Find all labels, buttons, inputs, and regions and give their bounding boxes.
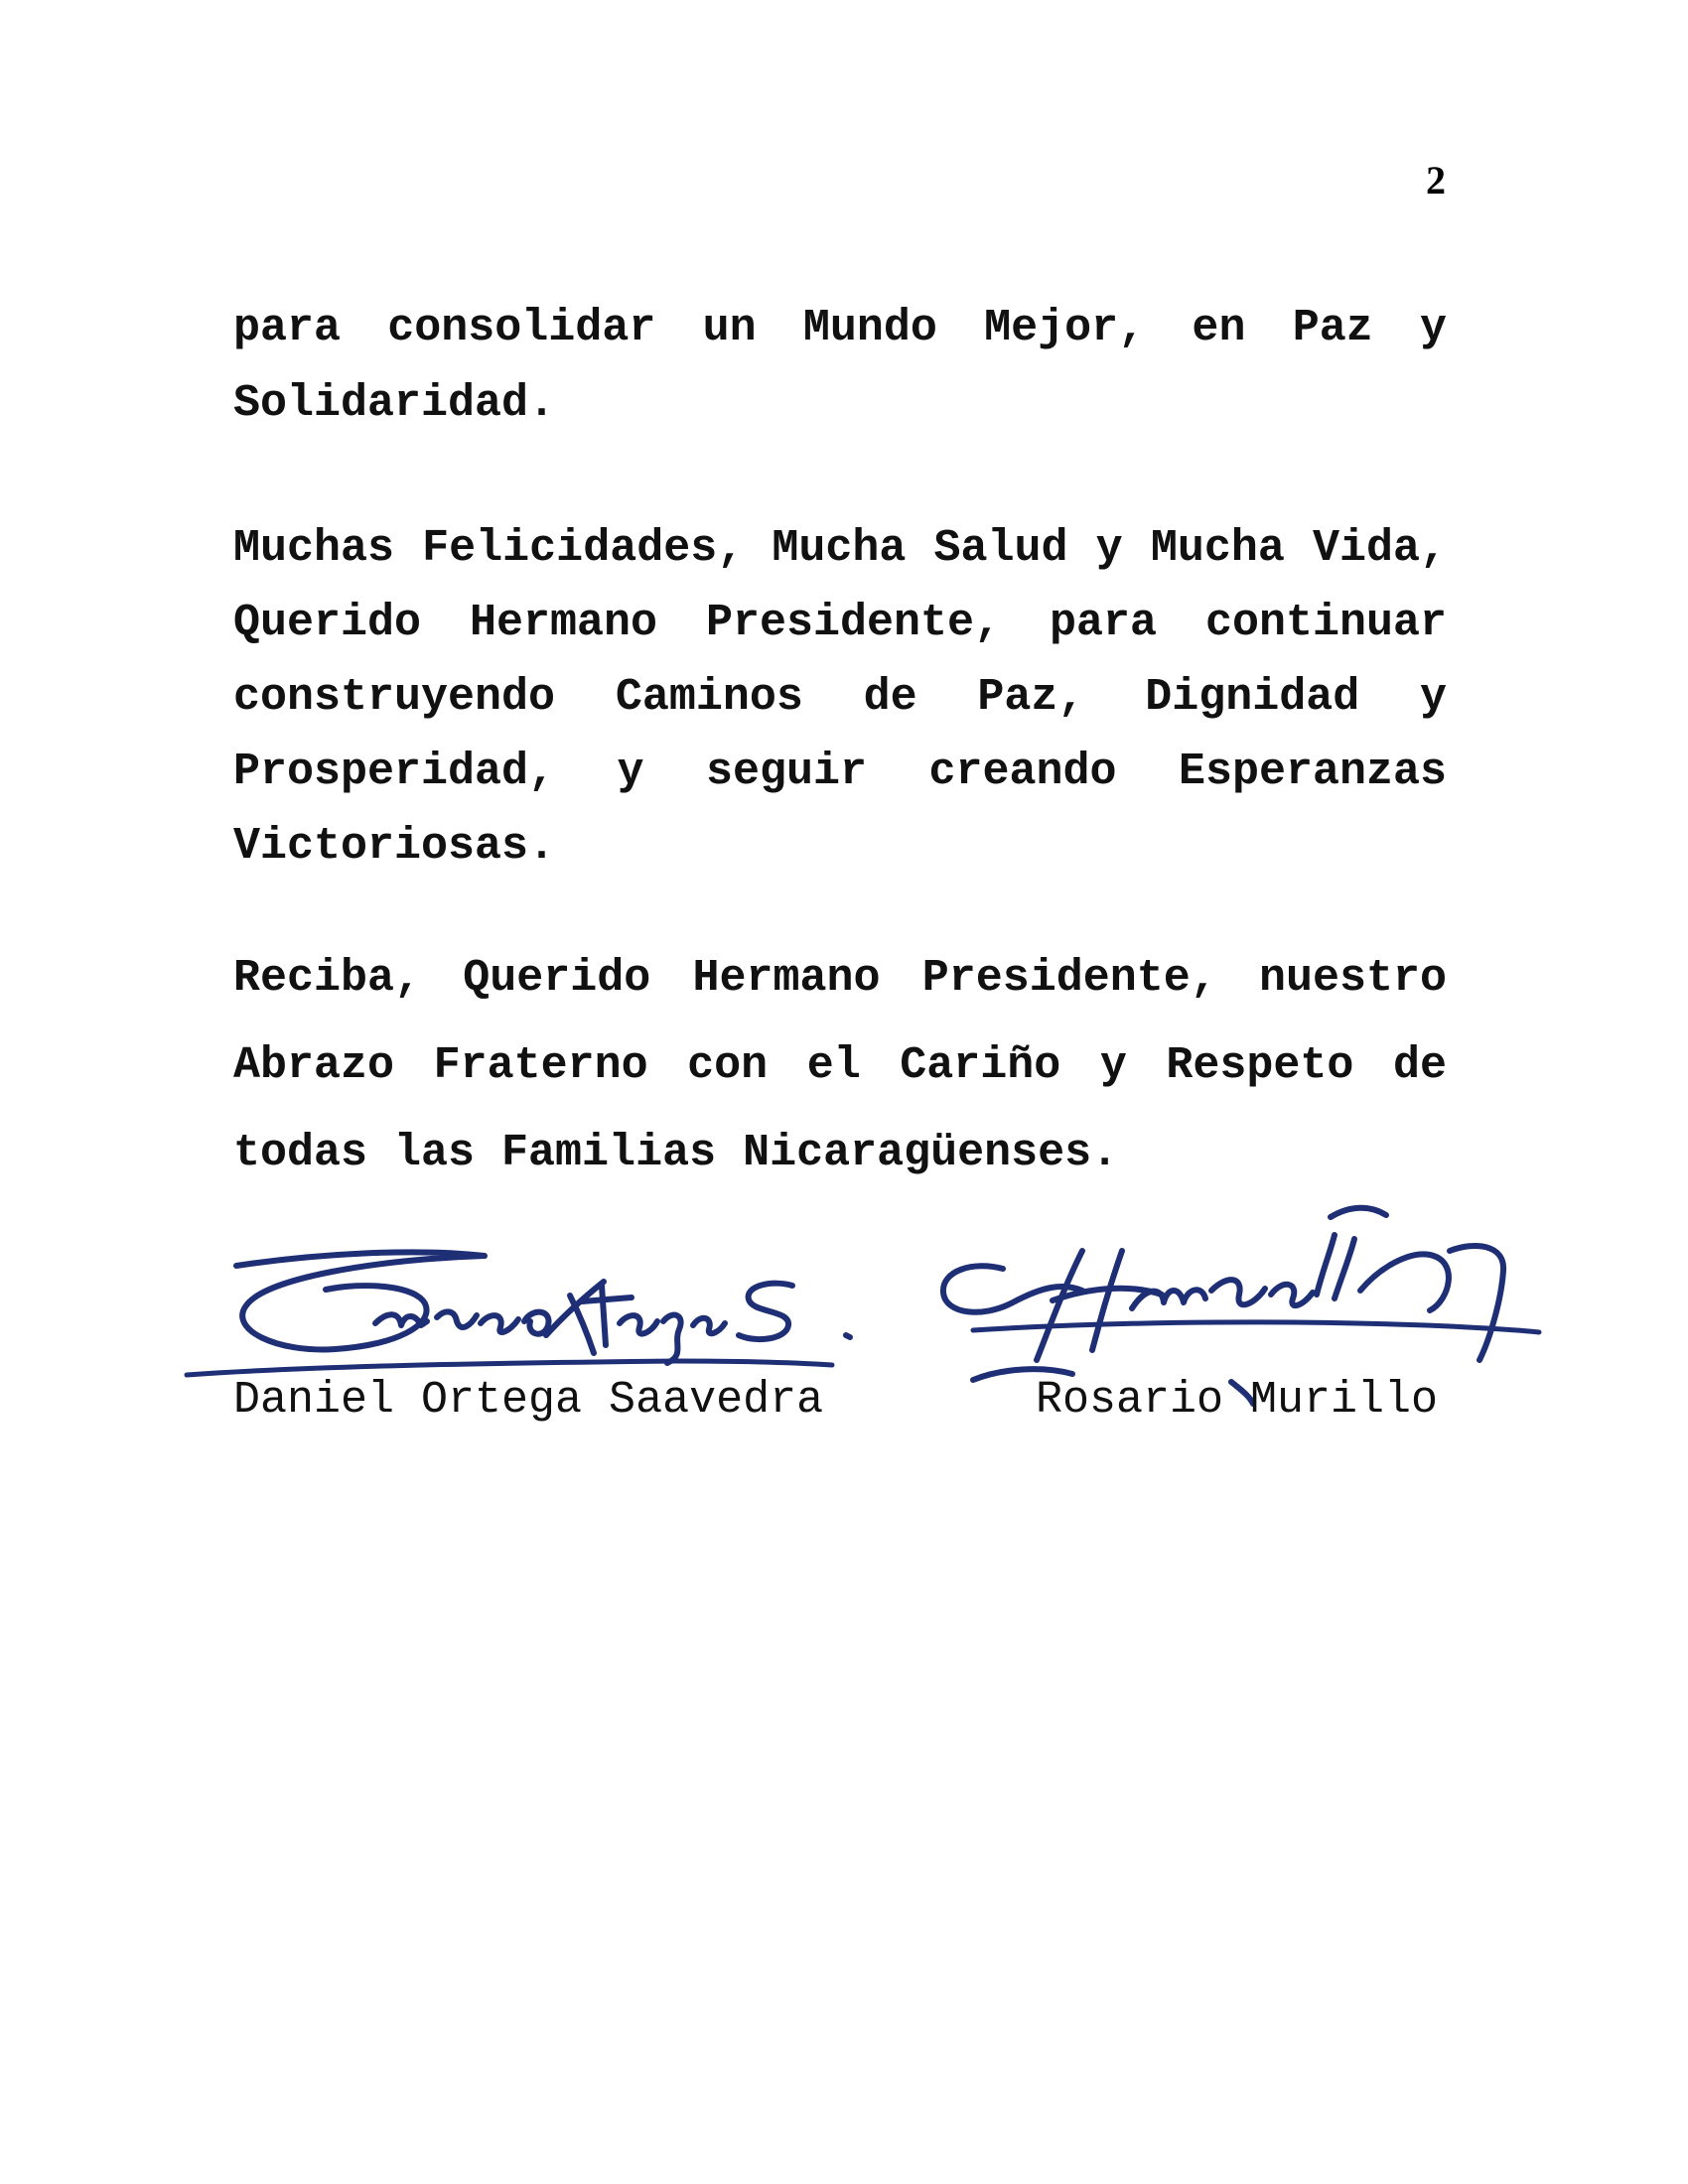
paragraph-3: Reciba, Querido Hermano Presidente, nuestro Abrazo Fraterno con el Cariño y Respeto de todas las Familias Nicaragüenses.: [233, 953, 1447, 1178]
page-number: 2: [1426, 158, 1446, 203]
paragraph-2: Muchas Felicidades, Mucha Salud y Mucha Vida, Querido Hermano Presidente, para continuar construyendo Caminos de Paz, Dignidad y Prosperidad, y seguir creando Esperanzas Victoriosas.: [233, 523, 1447, 872]
signer-name-rosario: Rosario Murillo: [1036, 1375, 1439, 1426]
signer-name-daniel: Daniel Ortega Saavedra: [233, 1375, 824, 1426]
paragraph-1: para consolidar un Mundo Mejor, en Paz y Solidaridad.: [233, 303, 1447, 429]
